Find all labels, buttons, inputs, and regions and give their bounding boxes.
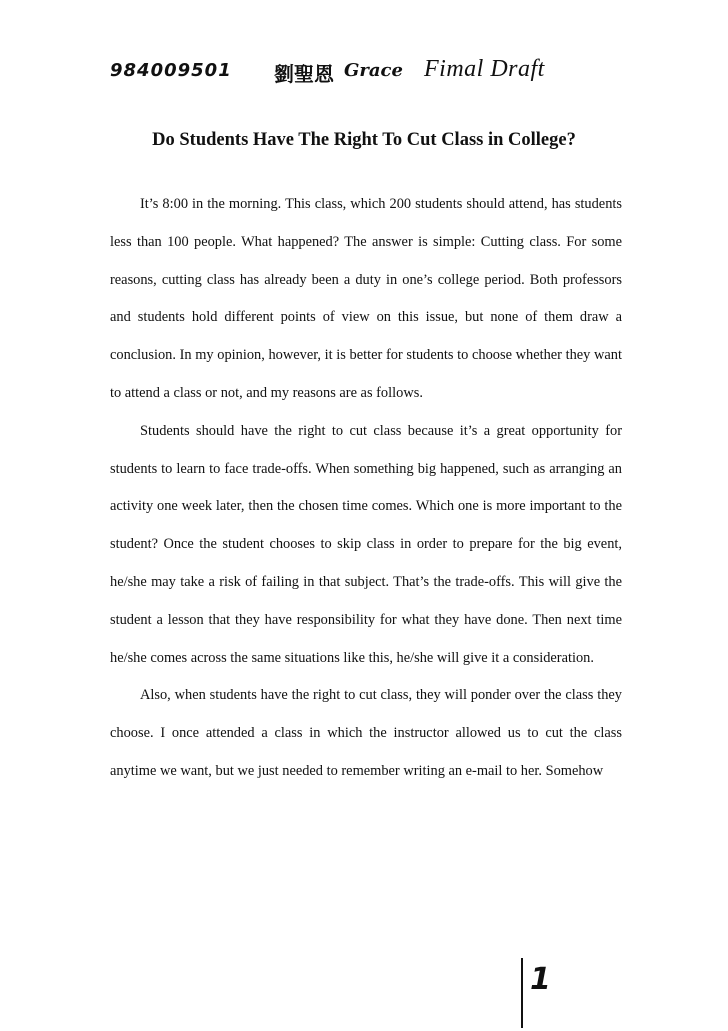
- essay-paragraph: It’s 8:00 in the morning. This class, which 200 students should attend, has students less than 100 people. What happened? The answer is simple: Cutting class. For some reasons, cutting class has already been a duty in one’s college period. Both professors and students hold different points of view on this issue, but none of them draw a conclusion. In my opinion, however, it is better for students to choose whether they want to attend a class or not, and my reasons are as follows.: [110, 196, 622, 401]
- page-header: [110, 56, 630, 90]
- essay-body: [110, 186, 622, 791]
- footer-divider: [521, 958, 523, 1028]
- author-name-english: Grace: [344, 60, 403, 81]
- essay-title: Do Students Have The Right To Cut Class in College?: [152, 130, 576, 150]
- essay-paragraph: Students should have the right to cut class because it’s a great opportunity for students to learn to face trade-offs. When something big happened, such as arranging an activity one week later, then the chosen time comes. Which one is more important to the student? Once the student chooses to skip class in order to prepare for the big event, he/she may take a risk of failing in that subject. That’s the trade-offs. This will give the student a lesson that they have responsibility for what they have done. Then next time he/she comes across the same situations like this, he/she will give it a consideration.: [110, 422, 622, 666]
- draft-label: Fimal Draft: [424, 56, 545, 82]
- author-name-chinese: 劉聖恩: [274, 62, 334, 86]
- page-number: 1: [530, 962, 551, 997]
- student-id: 984009501: [110, 60, 232, 81]
- essay-paragraph: Also, when students have the right to cut class, they will ponder over the class they choose. I once attended a class in which the instructor allowed us to cut the class anytime we want, but we just needed to remember writing an e-mail to her. Somehow: [110, 687, 622, 779]
